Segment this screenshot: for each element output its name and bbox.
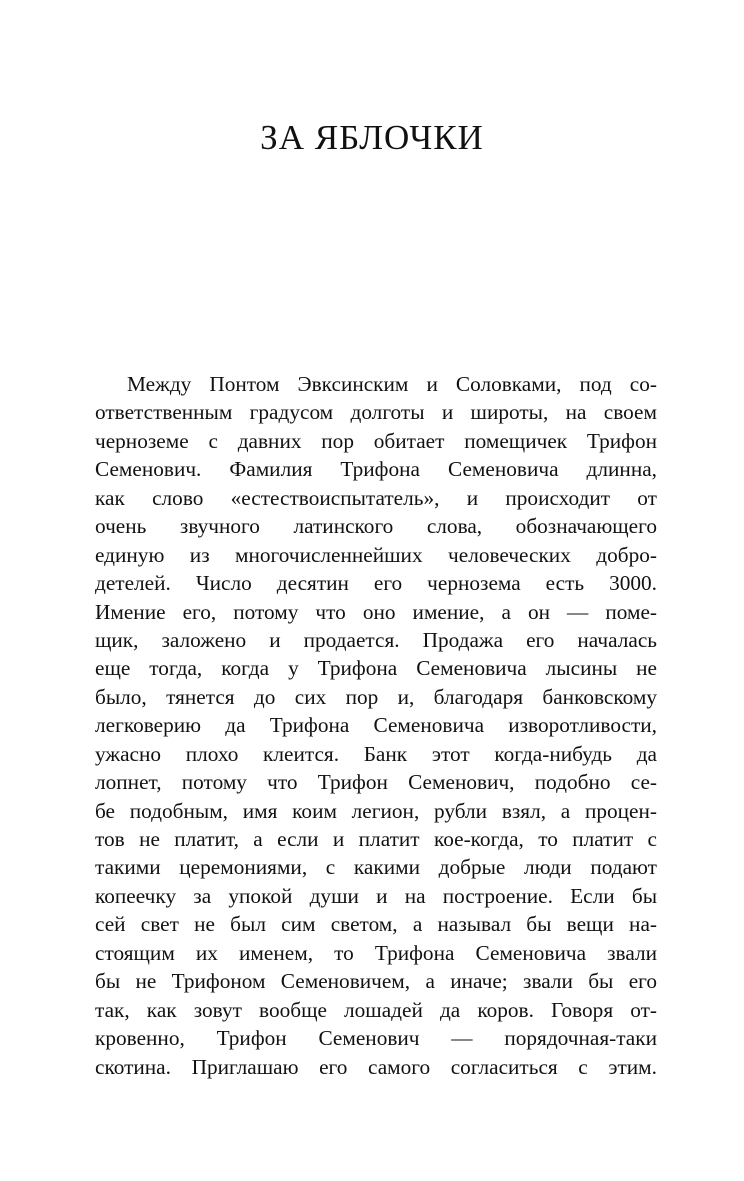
text-line: было, тянется до сих пор и, благодаря банковскому <box>95 684 657 709</box>
text-line: бе подобным, имя коим легион, рубли взял, а процен- <box>95 798 657 823</box>
text-line: скотина. Приглашаю его самого согласиться с этим. <box>95 1054 657 1079</box>
text-line: ответственным градусом долготы и широты, на своем <box>95 400 657 425</box>
chapter-title: ЗА ЯБЛОЧКИ <box>260 118 484 157</box>
text-line: такими церемониями, с какими добрые люди подают <box>95 855 657 880</box>
text-line: легковерию да Трифона Семеновича изворотливости, <box>95 713 657 738</box>
text-line: как слово «естествоиспытатель», и происходит от <box>95 485 657 510</box>
text-line: стоящим их именем, то Трифона Семеновича звали <box>95 940 657 965</box>
text-line: сей свет не был сим светом, а называл бы вещи на- <box>95 912 657 937</box>
text-line: кровенно, Трифон Семенович — порядочная-таки <box>95 1026 657 1051</box>
text-line: Семенович. Фамилия Трифона Семеновича длинна, <box>95 457 657 482</box>
text-line: Между Понтом Эвксинским и Соловками, под со- <box>127 372 657 396</box>
text-line: еще тогда, когда у Трифона Семеновича лысины не <box>95 656 657 681</box>
text-line: лопнет, потому что Трифон Семенович, подобно се- <box>95 770 657 795</box>
text-line: так, как зовут вообще лошадей да коров. Говоря от- <box>95 997 657 1022</box>
text-line: бы не Трифоном Семеновичем, а иначе; звали бы его <box>95 969 657 994</box>
text-line: единую из многочисленнейших человеческих добро- <box>95 542 657 567</box>
text-line: копеечку за упокой души и на построение. Если бы <box>95 883 657 908</box>
text-line: детелей. Число десятин его чернозема есть 3000. <box>95 571 657 596</box>
text-line: тов не платит, а если и платит кое-когда, то платит с <box>95 827 657 851</box>
text-line: черноземе с давних пор обитает помещичек Трифон <box>95 428 657 453</box>
text-line: очень звучного латинского слова, обозначающего <box>95 514 657 539</box>
text-line: Имение его, потому что оно имение, а он — поме- <box>95 599 657 624</box>
text-line: ужасно плохо клеится. Банк этот когда-нибудь да <box>95 741 657 766</box>
body-paragraph <box>95 370 657 1081</box>
text-line: щик, заложено и продается. Продажа его началась <box>95 627 657 652</box>
